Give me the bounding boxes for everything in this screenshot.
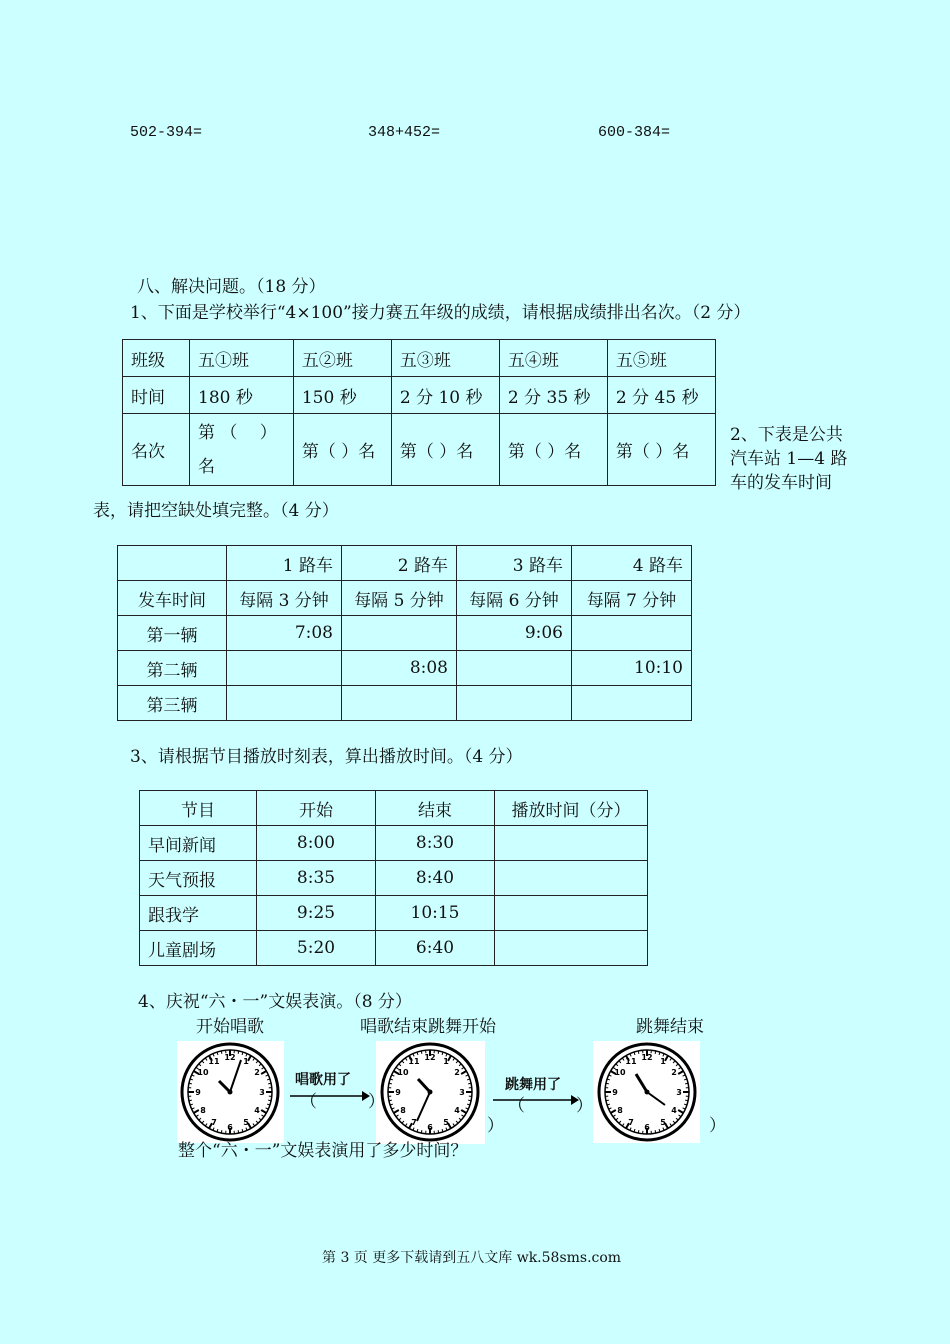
clock-dance-end	[593, 1041, 700, 1143]
paren-close-2: ）	[709, 1116, 726, 1136]
svg-text:1: 1	[660, 1057, 666, 1066]
question-1: 1、下面是学校举行“4×100”接力赛五年级的成绩，请根据成绩排出名次。（2 分）	[130, 303, 751, 323]
clock-icon	[593, 1041, 700, 1143]
svg-text:5: 5	[660, 1118, 666, 1127]
class-cell: 五②班	[293, 340, 391, 377]
svg-text:1: 1	[443, 1057, 449, 1066]
blank-cell[interactable]	[342, 616, 457, 651]
table-header: 4 路车	[572, 546, 692, 581]
section-title: 八、解决问题。（18 分）	[137, 277, 326, 297]
question-2: 2、下表是公共 汽车站 1—4 路 车的发车时间	[730, 425, 848, 493]
table-header: 节目	[140, 791, 257, 826]
class-cell: 五①班	[190, 340, 294, 377]
svg-text:10: 10	[397, 1068, 409, 1077]
time-cell: 8:08	[342, 651, 457, 686]
svg-text:10: 10	[614, 1068, 626, 1077]
start-time: 5:20	[257, 931, 376, 966]
clock-tick	[438, 1130, 439, 1133]
interval-label: 发车时间	[118, 581, 227, 616]
program-name: 跟我学	[140, 896, 257, 931]
svg-text:5: 5	[443, 1118, 449, 1127]
blank-cell[interactable]	[457, 651, 572, 686]
clock-tick	[638, 1051, 639, 1054]
svg-text:6: 6	[427, 1123, 433, 1132]
rank-line-2: 名	[198, 456, 215, 477]
relay-table	[122, 339, 716, 486]
class-cell: 五③班	[391, 340, 499, 377]
clock-tick	[685, 1100, 688, 1101]
svg-text:9: 9	[195, 1088, 201, 1097]
svg-text:1: 1	[243, 1057, 249, 1066]
start-time: 9:25	[257, 896, 376, 931]
row-header: 名次	[123, 414, 190, 486]
svg-text:8: 8	[400, 1106, 406, 1115]
row-label: 第三辆	[118, 686, 227, 721]
svg-text:2: 2	[454, 1068, 460, 1077]
end-time: 6:40	[376, 931, 495, 966]
clock-tick	[238, 1051, 239, 1054]
svg-text:8: 8	[617, 1106, 623, 1115]
clock-label-2: 唱歌结束跳舞开始	[360, 1017, 496, 1037]
clock-tick	[468, 1083, 471, 1084]
row-header: 班级	[123, 340, 190, 377]
svg-text:3: 3	[676, 1088, 682, 1097]
end-time: 8:30	[376, 826, 495, 861]
svg-text:7: 7	[628, 1118, 634, 1127]
clock-tick	[389, 1100, 392, 1101]
paren-close-1: ）	[487, 1116, 504, 1136]
interval-cell: 每隔 5 分钟	[342, 581, 457, 616]
svg-text:4: 4	[671, 1106, 677, 1115]
clock-tick	[421, 1130, 422, 1133]
rank-cell[interactable]: 第（ ）名	[499, 414, 607, 486]
rank-cell[interactable]: 第（ ）名	[607, 414, 715, 486]
table-header: 结束	[376, 791, 495, 826]
program-name: 早间新闻	[140, 826, 257, 861]
rank-cell[interactable]: 第（ ）名	[293, 414, 391, 486]
program-name: 儿童剧场	[140, 931, 257, 966]
clock-tick	[655, 1051, 656, 1054]
blank-cell[interactable]	[572, 686, 692, 721]
arrow-label-1: 唱歌用了	[295, 1072, 351, 1088]
question-4-total: 整个“六・一”文娱表演用了多少时间？	[178, 1141, 468, 1161]
svg-text:7: 7	[211, 1118, 217, 1127]
svg-text:11: 11	[408, 1057, 420, 1066]
svg-text:6: 6	[227, 1123, 233, 1132]
program-name: 天气预报	[140, 861, 257, 896]
rank-cell[interactable]	[190, 414, 294, 486]
clock-tick	[221, 1130, 222, 1133]
rank-line-1: 第 （ ）	[198, 422, 277, 443]
svg-text:11: 11	[625, 1057, 637, 1066]
page-footer: 第 3 页 更多下载请到五八文库 wk.58sms.com	[322, 1250, 622, 1266]
blank-cell[interactable]	[342, 686, 457, 721]
blank-cell[interactable]	[227, 686, 342, 721]
calc-3: 600-384=	[598, 124, 671, 141]
clock-tick	[238, 1130, 239, 1133]
answer-paren-1[interactable]: （ ）	[300, 1092, 385, 1112]
bus-table	[117, 545, 692, 721]
svg-text:12: 12	[224, 1053, 236, 1062]
answer-paren-2[interactable]: （ ）	[508, 1096, 593, 1116]
blank-cell[interactable]	[457, 686, 572, 721]
svg-text:4: 4	[254, 1106, 260, 1115]
end-time: 10:15	[376, 896, 495, 931]
duration-cell[interactable]	[495, 861, 648, 896]
rank-cell[interactable]: 第（ ）名	[391, 414, 499, 486]
svg-text:10: 10	[197, 1068, 209, 1077]
blank-cell[interactable]	[227, 651, 342, 686]
time-cell: 2 分 10 秒	[391, 377, 499, 414]
time-cell: 9:06	[457, 616, 572, 651]
svg-text:2: 2	[671, 1068, 677, 1077]
svg-text:12: 12	[424, 1053, 436, 1062]
svg-text:4: 4	[454, 1106, 460, 1115]
clock-label-3: 跳舞结束	[636, 1017, 704, 1037]
clock-tick	[221, 1051, 222, 1054]
clock-tick	[655, 1130, 656, 1133]
start-time: 8:00	[257, 826, 376, 861]
svg-text:7: 7	[411, 1118, 417, 1127]
clock-tick	[468, 1100, 471, 1101]
time-cell: 2 分 45 秒	[607, 377, 715, 414]
clock-tick	[438, 1051, 439, 1054]
svg-text:3: 3	[459, 1088, 465, 1097]
duration-cell[interactable]	[495, 826, 648, 861]
clock-tick	[389, 1083, 392, 1084]
row-label: 第二辆	[118, 651, 227, 686]
svg-text:9: 9	[395, 1088, 401, 1097]
clock-tick	[421, 1051, 422, 1054]
time-cell: 180 秒	[190, 377, 294, 414]
end-time: 8:40	[376, 861, 495, 896]
interval-cell: 每隔 6 分钟	[457, 581, 572, 616]
interval-cell: 每隔 3 分钟	[227, 581, 342, 616]
clock-tick	[606, 1100, 609, 1101]
interval-cell: 每隔 7 分钟	[572, 581, 692, 616]
svg-text:2: 2	[254, 1068, 260, 1077]
clock-label-1: 开始唱歌	[196, 1017, 264, 1037]
time-cell: 10:10	[572, 651, 692, 686]
clock-start-singing	[177, 1041, 284, 1143]
clock-icon	[376, 1041, 485, 1144]
duration-cell[interactable]	[495, 896, 648, 931]
svg-text:3: 3	[259, 1088, 265, 1097]
svg-text:12: 12	[641, 1053, 653, 1062]
blank-cell[interactable]	[572, 616, 692, 651]
clock-tick	[685, 1083, 688, 1084]
arrow-label-2: 跳舞用了	[505, 1077, 561, 1093]
clock-icon	[177, 1041, 284, 1143]
row-header: 时间	[123, 377, 190, 414]
clock-singing-end	[376, 1041, 485, 1144]
table-header: 2 路车	[342, 546, 457, 581]
start-time: 8:35	[257, 861, 376, 896]
calc-2: 348+452=	[368, 124, 441, 141]
clock-tick	[268, 1083, 271, 1084]
svg-text:5: 5	[243, 1118, 249, 1127]
clock-tick	[606, 1083, 609, 1084]
program-table	[139, 790, 648, 966]
svg-text:8: 8	[200, 1106, 206, 1115]
clock-tick	[189, 1083, 192, 1084]
row-label: 第一辆	[118, 616, 227, 651]
clock-tick	[638, 1130, 639, 1133]
time-cell: 7:08	[227, 616, 342, 651]
question-3: 3、请根据节目播放时刻表，算出播放时间。（4 分）	[130, 747, 523, 767]
table-header: 1 路车	[227, 546, 342, 581]
clock-tick	[268, 1100, 271, 1101]
table-header: 播放时间（分）	[495, 791, 648, 826]
calc-1: 502-394=	[130, 124, 203, 141]
table-header: 3 路车	[457, 546, 572, 581]
duration-cell[interactable]	[495, 931, 648, 966]
svg-text:6: 6	[644, 1123, 650, 1132]
time-cell: 150 秒	[293, 377, 391, 414]
svg-text:11: 11	[208, 1057, 220, 1066]
clock-tick	[189, 1100, 192, 1101]
question-2-tail: 表，请把空缺处填完整。（4 分）	[93, 501, 339, 521]
class-cell: 五④班	[499, 340, 607, 377]
table-header	[118, 546, 227, 581]
time-cell: 2 分 35 秒	[499, 377, 607, 414]
question-4: 4、庆祝“六・一”文娱表演。（8 分）	[138, 992, 412, 1012]
svg-text:9: 9	[612, 1088, 618, 1097]
class-cell: 五⑤班	[607, 340, 715, 377]
table-header: 开始	[257, 791, 376, 826]
